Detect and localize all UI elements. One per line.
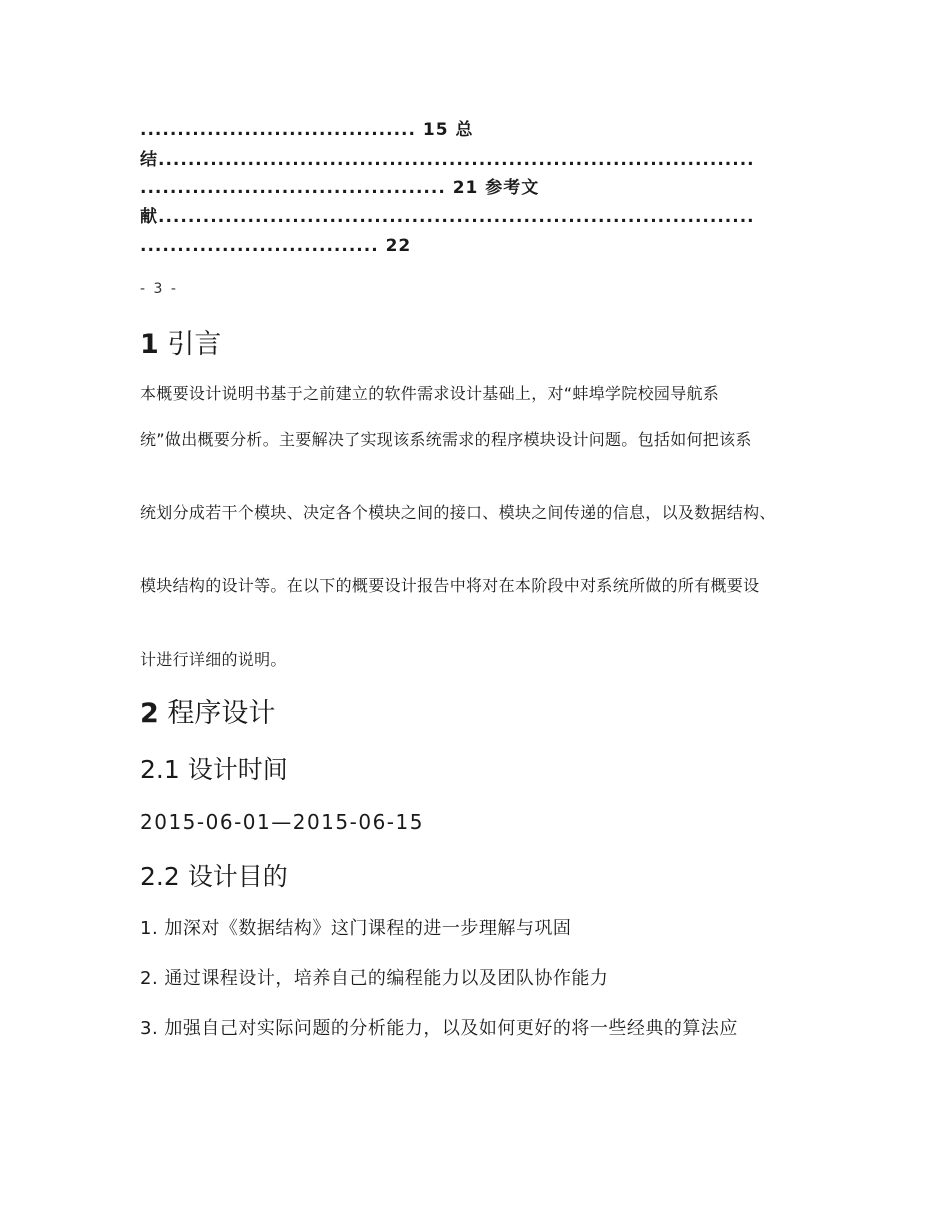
paragraph-line: 统划分成若干个模块、决定各个模块之间的接口、模块之间传递的信息，以及数据结构、 (140, 503, 776, 522)
section-number: 2 (140, 698, 159, 729)
subsection-2-1-heading: 2.1 设计时间 (140, 755, 288, 784)
paragraph-line: 统”做出概要分析。主要解决了实现该系统需求的程序模块设计问题。包括如何把该系 (140, 430, 752, 449)
subsection-2-2-heading: 2.2 设计目的 (140, 862, 288, 891)
toc-line: 献................................................................................ (140, 207, 755, 227)
toc-line: 结................................................................................ (140, 150, 755, 170)
list-item: 2. 通过课程设计，培养自己的编程能力以及团队协作能力 (140, 968, 609, 989)
section-title: 程序设计 (167, 698, 276, 729)
paragraph-line: 模块结构的设计等。在以下的概要设计报告中将对在本阶段中对系统所做的所有概要设 (140, 576, 760, 595)
toc-line: ......................................... 21 参考文 (140, 178, 540, 198)
paragraph-line: 计进行详细的说明。 (140, 650, 287, 669)
design-date-range: 2015-06-01—2015-06-15 (140, 810, 424, 834)
toc-line: ................................ 22 (140, 236, 412, 256)
paragraph-line: 本概要设计说明书基于之前建立的软件需求设计基础上，对“蚌埠学院校园导航系 (140, 384, 720, 403)
list-item: 3. 加强自己对实际问题的分析能力，以及如何更好的将一些经典的算法应 (140, 1018, 738, 1039)
section-title: 引言 (167, 329, 222, 360)
page-number: - 3 - (140, 281, 178, 297)
section-1-heading (140, 328, 221, 362)
list-item: 1. 加深对《数据结构》这门课程的进一步理解与巩固 (140, 918, 572, 939)
toc-line: ..................................... 15 总 (140, 120, 474, 140)
section-number: 1 (140, 329, 159, 360)
section-2-heading (140, 697, 275, 731)
